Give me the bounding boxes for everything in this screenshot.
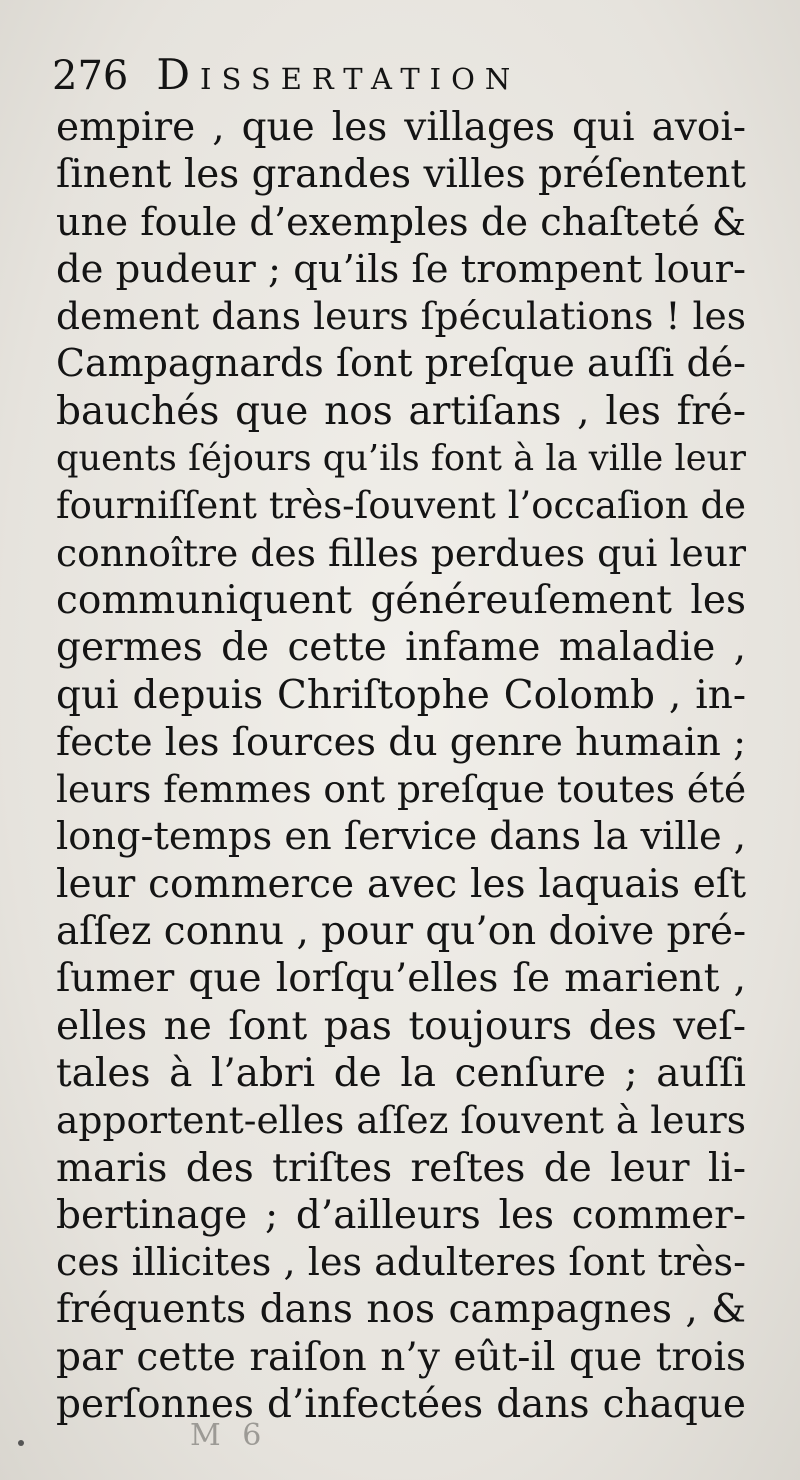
text-line: apportent-elles aſſez ſouvent à leurs bbox=[56, 1098, 746, 1143]
text-line: leurs femmes ont preſque toutes été bbox=[56, 767, 747, 812]
text-line: long-temps en ſervice dans la ville , bbox=[56, 814, 747, 860]
running-head: Dissertation bbox=[156, 50, 521, 99]
text-line: connoître des filles perdues qui leur bbox=[56, 530, 746, 575]
text-line: elles ne ſont pas toujours des veſ- bbox=[56, 1003, 746, 1049]
text-line: quents ſéjours qu’ils font à la ville leur bbox=[56, 438, 746, 480]
text-line: aſſez connu , pour qu’on doive pré- bbox=[56, 909, 747, 955]
text-line: ces illicites , les adulteres ſont très- bbox=[56, 1240, 746, 1285]
text-line: germes de cette infame maladie , bbox=[56, 625, 746, 671]
text-line: fecte les ſources du genre humain ; bbox=[56, 719, 746, 765]
text-line: communiquent généreuſement les bbox=[56, 577, 746, 623]
ink-speck bbox=[18, 1440, 24, 1446]
signature-mark: M 6 bbox=[190, 1418, 268, 1453]
text-line: par cette raiſon n’y eût-il que trois bbox=[56, 1334, 746, 1380]
text-line: bauchés que nos artiſans , les fré- bbox=[56, 388, 746, 434]
text-line: dement dans leurs ſpéculations ! les bbox=[56, 294, 746, 339]
text-line: perſonnes d’infectées dans chaque bbox=[56, 1382, 746, 1428]
text-line: maris des triſtes reſtes de leur li- bbox=[56, 1145, 746, 1191]
text-line: ſumer que lorſqu’elles ſe marient , bbox=[56, 956, 746, 1002]
text-line: de pudeur ; qu’ils ſe trompent lour- bbox=[56, 246, 746, 292]
text-line: fourniſſent très-ſouvent l’occaſion de bbox=[56, 484, 746, 528]
text-line: leur commerce avec les laquais eſt bbox=[56, 861, 746, 907]
text-line: Campagnards ſont preſque auſſi dé- bbox=[56, 341, 746, 386]
text-line: tales à l’abri de la cenſure ; auſſi bbox=[56, 1050, 746, 1096]
page-number: 276 bbox=[52, 53, 129, 99]
text-line: bertinage ; d’ailleurs les commer- bbox=[56, 1192, 746, 1238]
text-line: une foule d’exemples de chaſteté & bbox=[56, 199, 746, 245]
body-text bbox=[56, 104, 746, 1428]
text-line: ſinent les grandes villes préſentent bbox=[56, 152, 746, 198]
page-header bbox=[52, 50, 752, 110]
text-line: fréquents dans nos campagnes , & bbox=[56, 1287, 746, 1333]
text-line: qui depuis Chriſtophe Colomb , in- bbox=[56, 672, 746, 718]
text-line: empire , que les villages qui avoi- bbox=[56, 105, 746, 150]
